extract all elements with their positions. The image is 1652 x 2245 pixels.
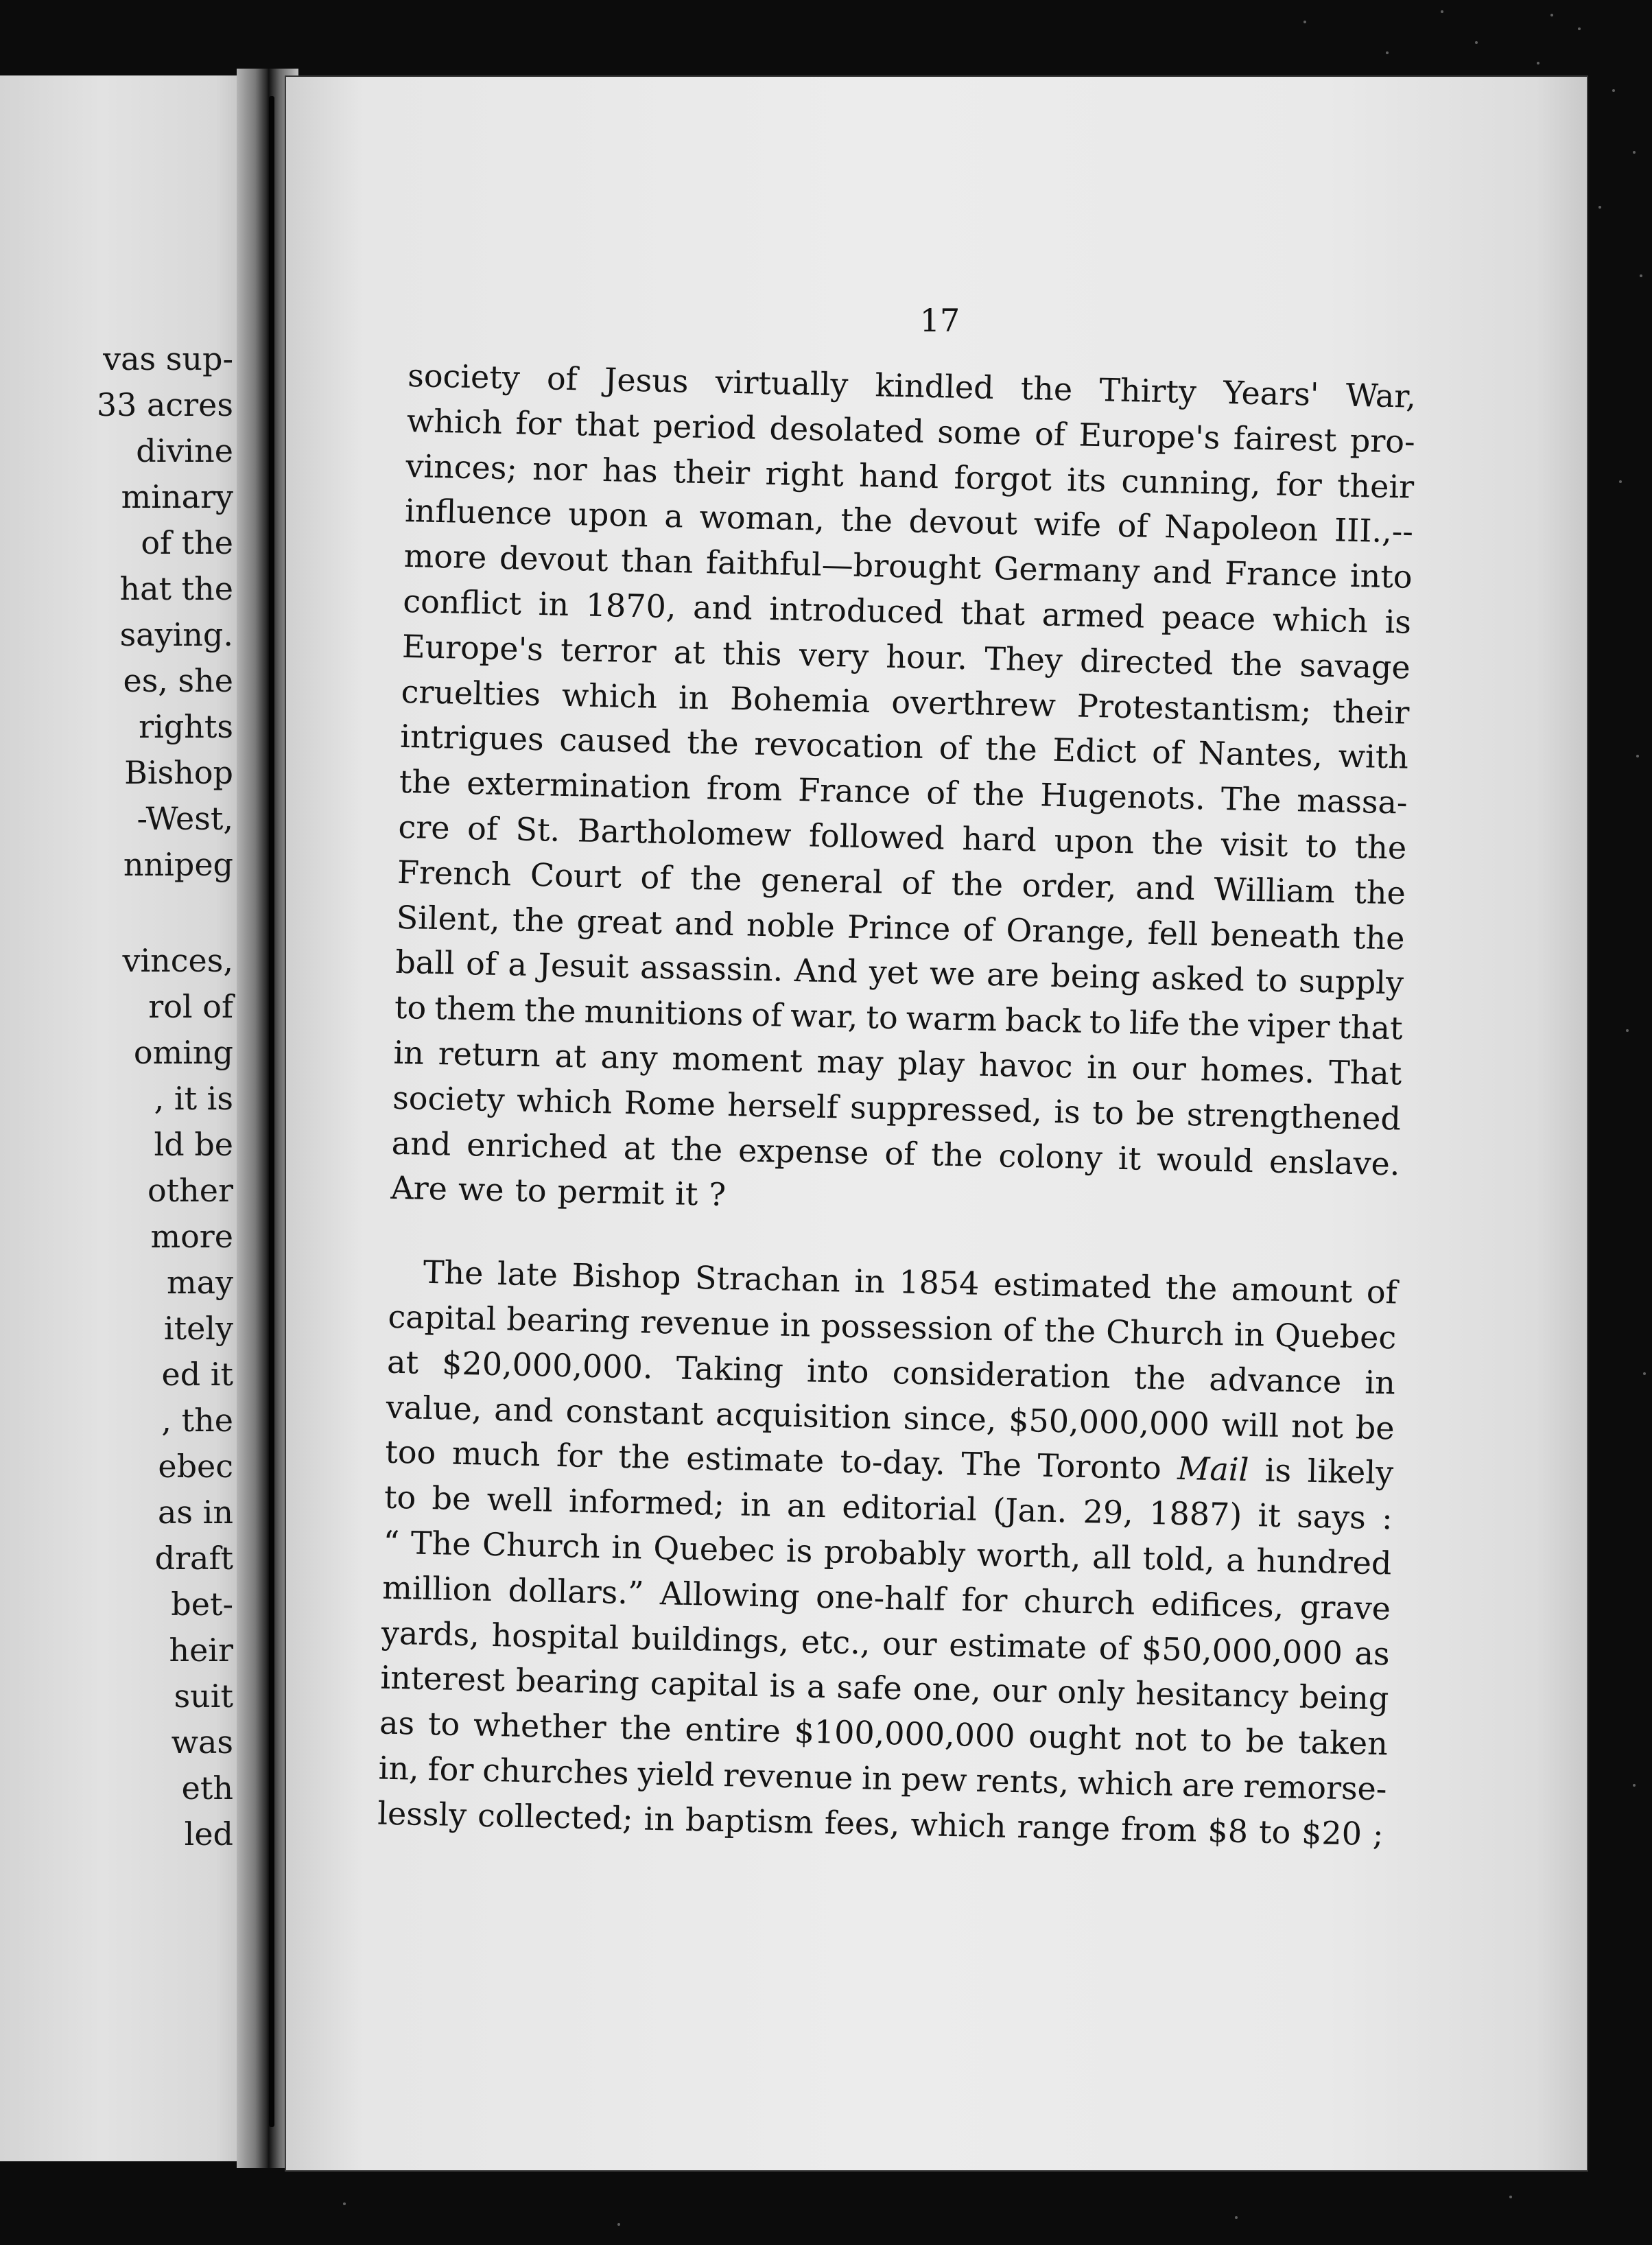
text-line: as to whether the entire $100,000,000 ought not to be taken — [379, 1704, 1389, 1763]
left-page-fragment-line: -West, — [137, 800, 233, 837]
text-line: The late Bishop Strachan in 1854 estimated the amount of — [423, 1253, 1398, 1311]
left-page-fragment-line: bet- — [171, 1586, 233, 1623]
left-page-fragment-line: as in — [158, 1494, 233, 1531]
text-line: at $20,000,000. Taking into consideration the advance in — [386, 1343, 1396, 1402]
left-page-fragment-line: ld be — [154, 1126, 233, 1163]
scan-dust-speck — [1475, 41, 1478, 44]
text-line: cruelties which in Bohemia overthrew Protestantism; their — [401, 672, 1410, 731]
left-page-fragment-line: draft — [154, 1540, 233, 1577]
scan-dust-speck — [1598, 206, 1601, 209]
scan-dust-speck — [1509, 2196, 1512, 2198]
scan-dust-speck — [1633, 1784, 1636, 1787]
left-page-fragment-line: divine — [136, 432, 233, 469]
scan-dust-speck — [1578, 27, 1581, 30]
left-page-fragment-line: vas sup- — [103, 340, 233, 377]
scan-dust-speck — [1636, 755, 1639, 757]
text-line: Europe's terror at this very hour. They directed the savage — [401, 627, 1411, 686]
left-page-fragment-line: was — [171, 1724, 233, 1761]
text-line: ball of a Jesuit assassin. And yet we are being asked to supply — [394, 943, 1404, 1002]
text-line: society of Jesus virtually kindled the Thirty Years' War, — [407, 356, 1417, 415]
paragraph-jesuit-history — [390, 353, 1417, 1232]
scan-dust-speck — [1643, 1372, 1646, 1375]
scan-dust-speck — [1303, 21, 1306, 23]
scan-dust-speck — [1550, 14, 1553, 16]
left-page-fragment-line: rights — [139, 708, 233, 745]
text-line: society which Rome herself suppressed, is to be strengthened — [392, 1079, 1402, 1138]
scan-dust-speck — [1612, 89, 1615, 92]
left-page-fragment-line: oming — [133, 1034, 233, 1071]
left-page-fragment-line: nnipeg — [123, 846, 233, 883]
paragraph-church-wealth — [377, 1249, 1398, 1857]
scan-dust-speck — [1441, 10, 1443, 13]
left-page-text-fragments — [97, 336, 233, 1857]
text-line: Are we to permit it ? — [390, 1169, 727, 1214]
text-line: in return at any moment may play havoc in our homes. That — [393, 1033, 1402, 1092]
scan-dust-speck — [617, 2223, 620, 2226]
binding-stitch — [269, 96, 274, 2127]
left-facing-page — [0, 75, 254, 2161]
text-line: interest bearing capital is a safe one, our only hesitancy being — [380, 1658, 1389, 1717]
left-page-fragment-line: minary — [121, 478, 233, 515]
left-page-fragment-line: led — [184, 1815, 233, 1853]
scan-dust-speck — [1640, 274, 1642, 277]
text-line: to be well informed; in an editorial (Jan. 29, 1887) it says : — [384, 1478, 1393, 1537]
left-page-fragment-line: , the — [161, 1402, 233, 1439]
page-number: 17 — [919, 302, 960, 339]
scan-dust-speck — [1537, 62, 1539, 64]
text-line: Silent, the great and noble Prince of Orange, fell beneath the — [396, 898, 1406, 957]
left-page-fragment-line: 33 acres — [96, 386, 233, 423]
text-line: “ The Church in Quebec is probably worth, all told, a hundred — [383, 1523, 1392, 1582]
text-line: French Court of the general of the order, and William the — [397, 853, 1406, 912]
text-line: more devout than faithful—brought Germany and France into — [403, 537, 1413, 596]
left-page-fragment-line: suit — [174, 1678, 233, 1715]
left-page-fragment-line: heir — [169, 1632, 233, 1669]
left-page-fragment-line: of the — [141, 524, 233, 561]
text-line: the extermination from France of the Hugenots. The massa- — [399, 763, 1408, 821]
text-line: value, and constant acquisition since, $50,000,000 will not be — [386, 1388, 1395, 1446]
scan-dust-speck — [1386, 51, 1389, 54]
text-line: conflict in 1870, and introduced that armed peace which is — [402, 582, 1412, 641]
text-line: to them the munitions of war, to warm back to life the viper that — [394, 988, 1404, 1047]
left-page-fragment-line: saying. — [119, 616, 233, 653]
text-line: vinces; nor has their right hand forgot its cunning, for their — [405, 447, 1415, 506]
text-line: million dollars.” Allowing one-half for church edifices, grave — [381, 1568, 1391, 1627]
scan-dust-speck — [1619, 480, 1622, 483]
scan-dust-speck — [1633, 151, 1636, 154]
text-line: and enriched at the expense of the colony it would enslave. — [391, 1124, 1401, 1183]
left-page-fragment-line: hat the — [119, 570, 233, 607]
scan-dust-speck — [343, 2202, 346, 2205]
text-line: lessly collected; in baptism fees, which range from $8 to $20 ; — [377, 1794, 1384, 1853]
left-page-fragment-line: Bishop — [124, 754, 233, 791]
left-page-fragment-line: other — [147, 1172, 233, 1209]
text-line: yards, hospital buildings, etc., our estimate of $50,000,000 as — [381, 1614, 1391, 1672]
left-page-fragment-line: rol of — [148, 988, 233, 1025]
text-line: which for that period desolated some of Europe's fairest pro- — [406, 401, 1416, 460]
left-page-fragment-line: vinces, — [122, 942, 233, 979]
text-line: influence upon a woman, the devout wife of Napoleon III.,-- — [404, 492, 1414, 551]
left-page-fragment-line: ed it — [161, 1356, 233, 1393]
fragment-gap — [97, 888, 233, 938]
text-line: cre of St. Bartholomew followed hard upon the visit to the — [397, 808, 1407, 867]
text-line: too much for the estimate to-day. The Toronto Mail is likely — [384, 1433, 1394, 1492]
left-page-fragment-line: eth — [181, 1770, 233, 1807]
page-body-text — [377, 353, 1417, 1857]
scan-dust-speck — [1235, 2216, 1238, 2219]
text-line: capital bearing revenue in possession of the Church in Quebec — [388, 1297, 1397, 1356]
left-page-fragment-line: es, she — [123, 662, 233, 699]
scan-dust-speck — [1626, 1029, 1629, 1032]
text-line: intrigues caused the revocation of the Edict of Nantes, with — [399, 718, 1409, 777]
left-page-fragment-line: may — [166, 1264, 233, 1301]
left-page-fragment-line: ebec — [158, 1448, 233, 1485]
text-line: in, for churches yield revenue in pew rents, which are remorse- — [378, 1749, 1387, 1808]
left-page-fragment-line: itely — [163, 1310, 233, 1347]
left-page-fragment-line: , it is — [154, 1080, 233, 1117]
left-page-fragment-line: more — [150, 1218, 233, 1255]
